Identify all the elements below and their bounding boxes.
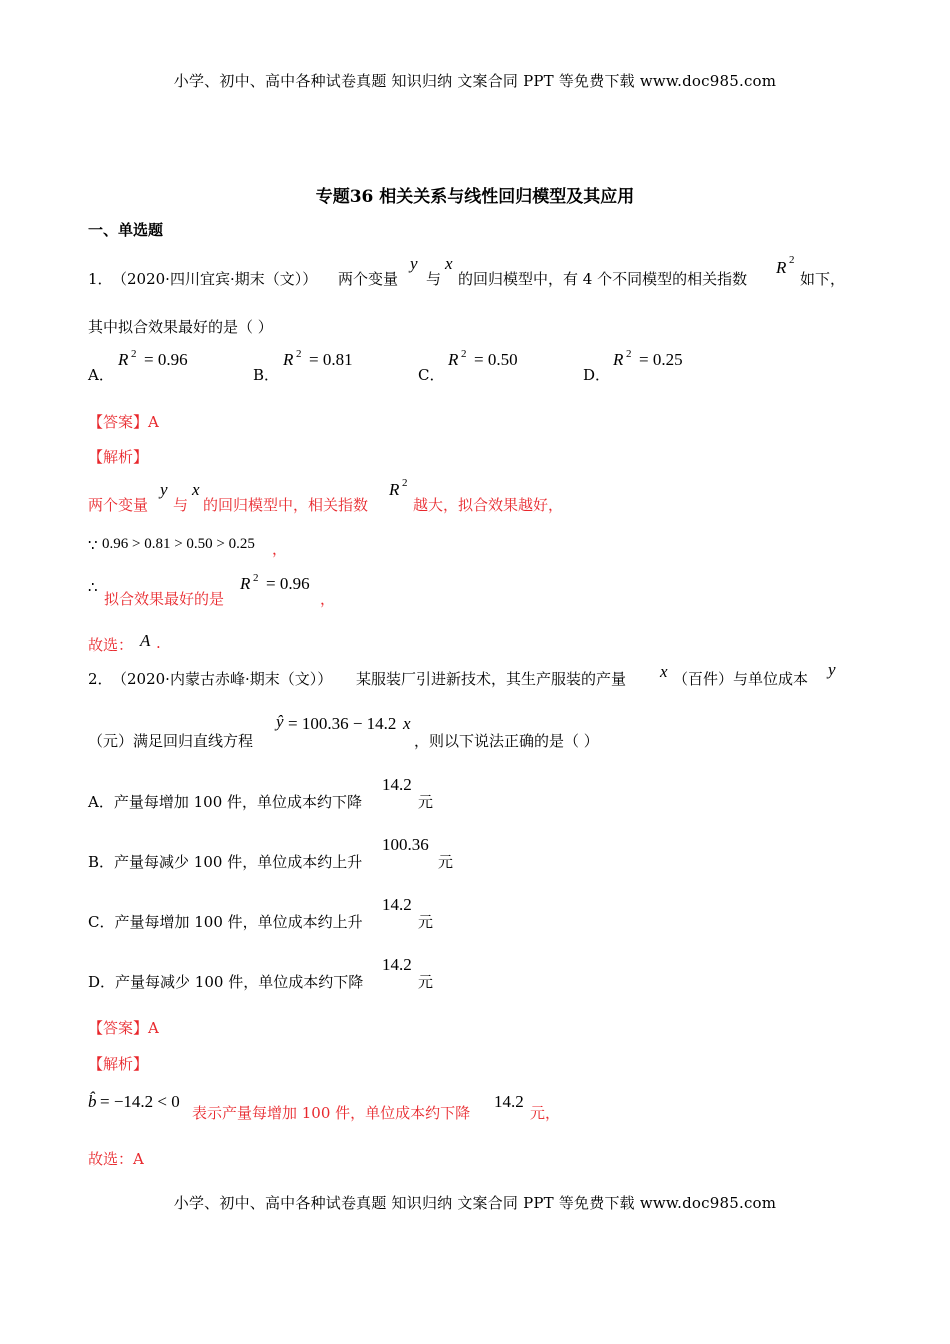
q2-option-a (88, 775, 588, 811)
q2-choose: 故选：A (88, 1150, 144, 1168)
q2-stem (88, 660, 848, 694)
q2-answer: 【答案】A (88, 1019, 159, 1037)
regression-x: x (403, 714, 411, 733)
q1-solution-1 (88, 477, 688, 514)
option-label: C． (418, 366, 445, 384)
option-unit: 元 (438, 853, 454, 871)
q2-text: ，则以下说法正确的是（ ） (414, 732, 599, 750)
inequality: 0.96 > 0.81 > 0.50 > 0.25 (102, 536, 255, 552)
q1-text: 如下， (800, 270, 846, 288)
sol-r: R (240, 574, 251, 593)
option-sq: 2 (461, 348, 467, 360)
option-label: A． (88, 366, 114, 384)
regression-equation: = 100.36 − 14.2 (288, 714, 397, 733)
page-title: 专题36 相关关系与线性回归模型及其应用 (315, 187, 635, 207)
because-symbol: ∵ (88, 538, 98, 554)
choose-text: 故选： (88, 636, 134, 654)
q1-stem-line2: 其中拟合效果最好的是（ ） (88, 318, 273, 336)
option-value: 14.2 (382, 775, 412, 794)
option-text: D．产量每减少 100 件，单位成本约下降 (88, 973, 364, 991)
sol-text: 与 (173, 496, 189, 514)
sol-r-sq: 2 (253, 572, 259, 584)
q1-options (88, 350, 788, 384)
sol-r: R (389, 480, 400, 499)
q1-analysis-label: 【解析】 (88, 448, 149, 466)
q2-source: （2020·内蒙古赤峰·期末（文）） (112, 670, 333, 688)
q1-solution-3 (88, 572, 488, 606)
page-header: 小学、初中、高中各种试卷真题 知识归纳 文案合同 PPT 等免费下载 www.doc985.com (173, 72, 777, 90)
q1-text: 的回归模型中，有 4 个不同模型的相关指数 (458, 270, 748, 288)
q2-var-x: x (660, 662, 668, 681)
sol-r-sq: 2 (402, 477, 408, 489)
q1-solution-2 (88, 536, 488, 560)
sol-text: 拟合效果最好的是 (104, 590, 225, 608)
option-value: 14.2 (382, 955, 412, 974)
option-text: C．产量每增加 100 件，单位成本约上升 (88, 913, 363, 931)
q1-stem (88, 254, 858, 292)
q1-text: 两个变量 (338, 270, 399, 288)
sol-text: 两个变量 (88, 496, 149, 514)
q2-text: 某服装厂引进新技术，其生产服装的产量 (356, 670, 627, 688)
section-heading: 一、单选题 (88, 221, 164, 239)
option-text: B．产量每减少 100 件，单位成本约上升 (88, 853, 363, 871)
option-a-math: = 0.96 (144, 350, 188, 369)
q1-var-x: x (445, 254, 453, 273)
q2-solution (88, 1088, 688, 1122)
option-sq: 2 (626, 348, 632, 360)
q1-var-y: y (410, 254, 418, 273)
q2-analysis-label: 【解析】 (88, 1055, 149, 1073)
sol-text: 的回归模型中，相关指数 (203, 496, 369, 514)
sol-value: 14.2 (494, 1092, 524, 1111)
choose-letter: A (140, 631, 151, 650)
option-sq: 2 (131, 348, 137, 360)
option-value: 14.2 (382, 895, 412, 914)
option-r: R (283, 350, 294, 369)
option-sq: 2 (296, 348, 302, 360)
q2-var-y: y (828, 660, 836, 679)
option-unit: 元 (418, 913, 434, 931)
y-hat: ŷ (276, 712, 284, 731)
q2-option-c (88, 895, 588, 931)
q2-number: 2． (88, 670, 113, 688)
choose-period: . (156, 634, 161, 652)
q2-text: （元）满足回归直线方程 (88, 732, 254, 750)
option-unit: 元 (418, 793, 434, 811)
q2-text: （百件）与单位成本 (673, 670, 809, 688)
therefore-symbol: ∴ (88, 580, 98, 596)
option-r: R (613, 350, 624, 369)
option-c-math: = 0.50 (474, 350, 518, 369)
option-text: A．产量每增加 100 件，单位成本约下降 (88, 793, 363, 811)
q1-r-sq: 2 (789, 254, 795, 266)
option-label: D． (583, 366, 611, 384)
option-b-math: = 0.81 (309, 350, 353, 369)
sol-unit: 元， (530, 1104, 561, 1122)
sol-math: = 0.96 (266, 574, 310, 593)
sol-text: 越大，拟合效果越好， (413, 496, 564, 514)
b-hat: b̂ (88, 1092, 97, 1111)
q2-stem-line2 (88, 712, 788, 752)
sol-text: 表示产量每增加 100 件，单位成本约下降 (192, 1104, 471, 1122)
q2-option-b (88, 835, 588, 871)
sol-var-y: y (160, 480, 168, 499)
q1-number: 1． (88, 270, 113, 288)
q2-option-d (88, 955, 588, 991)
option-unit: 元 (418, 973, 434, 991)
option-d-math: = 0.25 (639, 350, 683, 369)
comma: ， (272, 540, 288, 558)
q1-choose (88, 631, 288, 656)
q1-r: R (776, 258, 787, 277)
option-value: 100.36 (382, 835, 429, 854)
b-hat-equation: = −14.2 < 0 (100, 1092, 180, 1111)
sol-var-x: x (192, 480, 200, 499)
q1-text: 与 (426, 270, 442, 288)
q1-answer: 【答案】A (88, 413, 159, 431)
option-r: R (448, 350, 459, 369)
option-label: B． (253, 366, 280, 384)
option-r: R (118, 350, 129, 369)
page-footer: 小学、初中、高中各种试卷真题 知识归纳 文案合同 PPT 等免费下载 www.doc985.com (173, 1194, 777, 1212)
q1-source: （2020·四川宜宾·期末（文）） (112, 270, 318, 288)
comma: ， (320, 590, 336, 608)
